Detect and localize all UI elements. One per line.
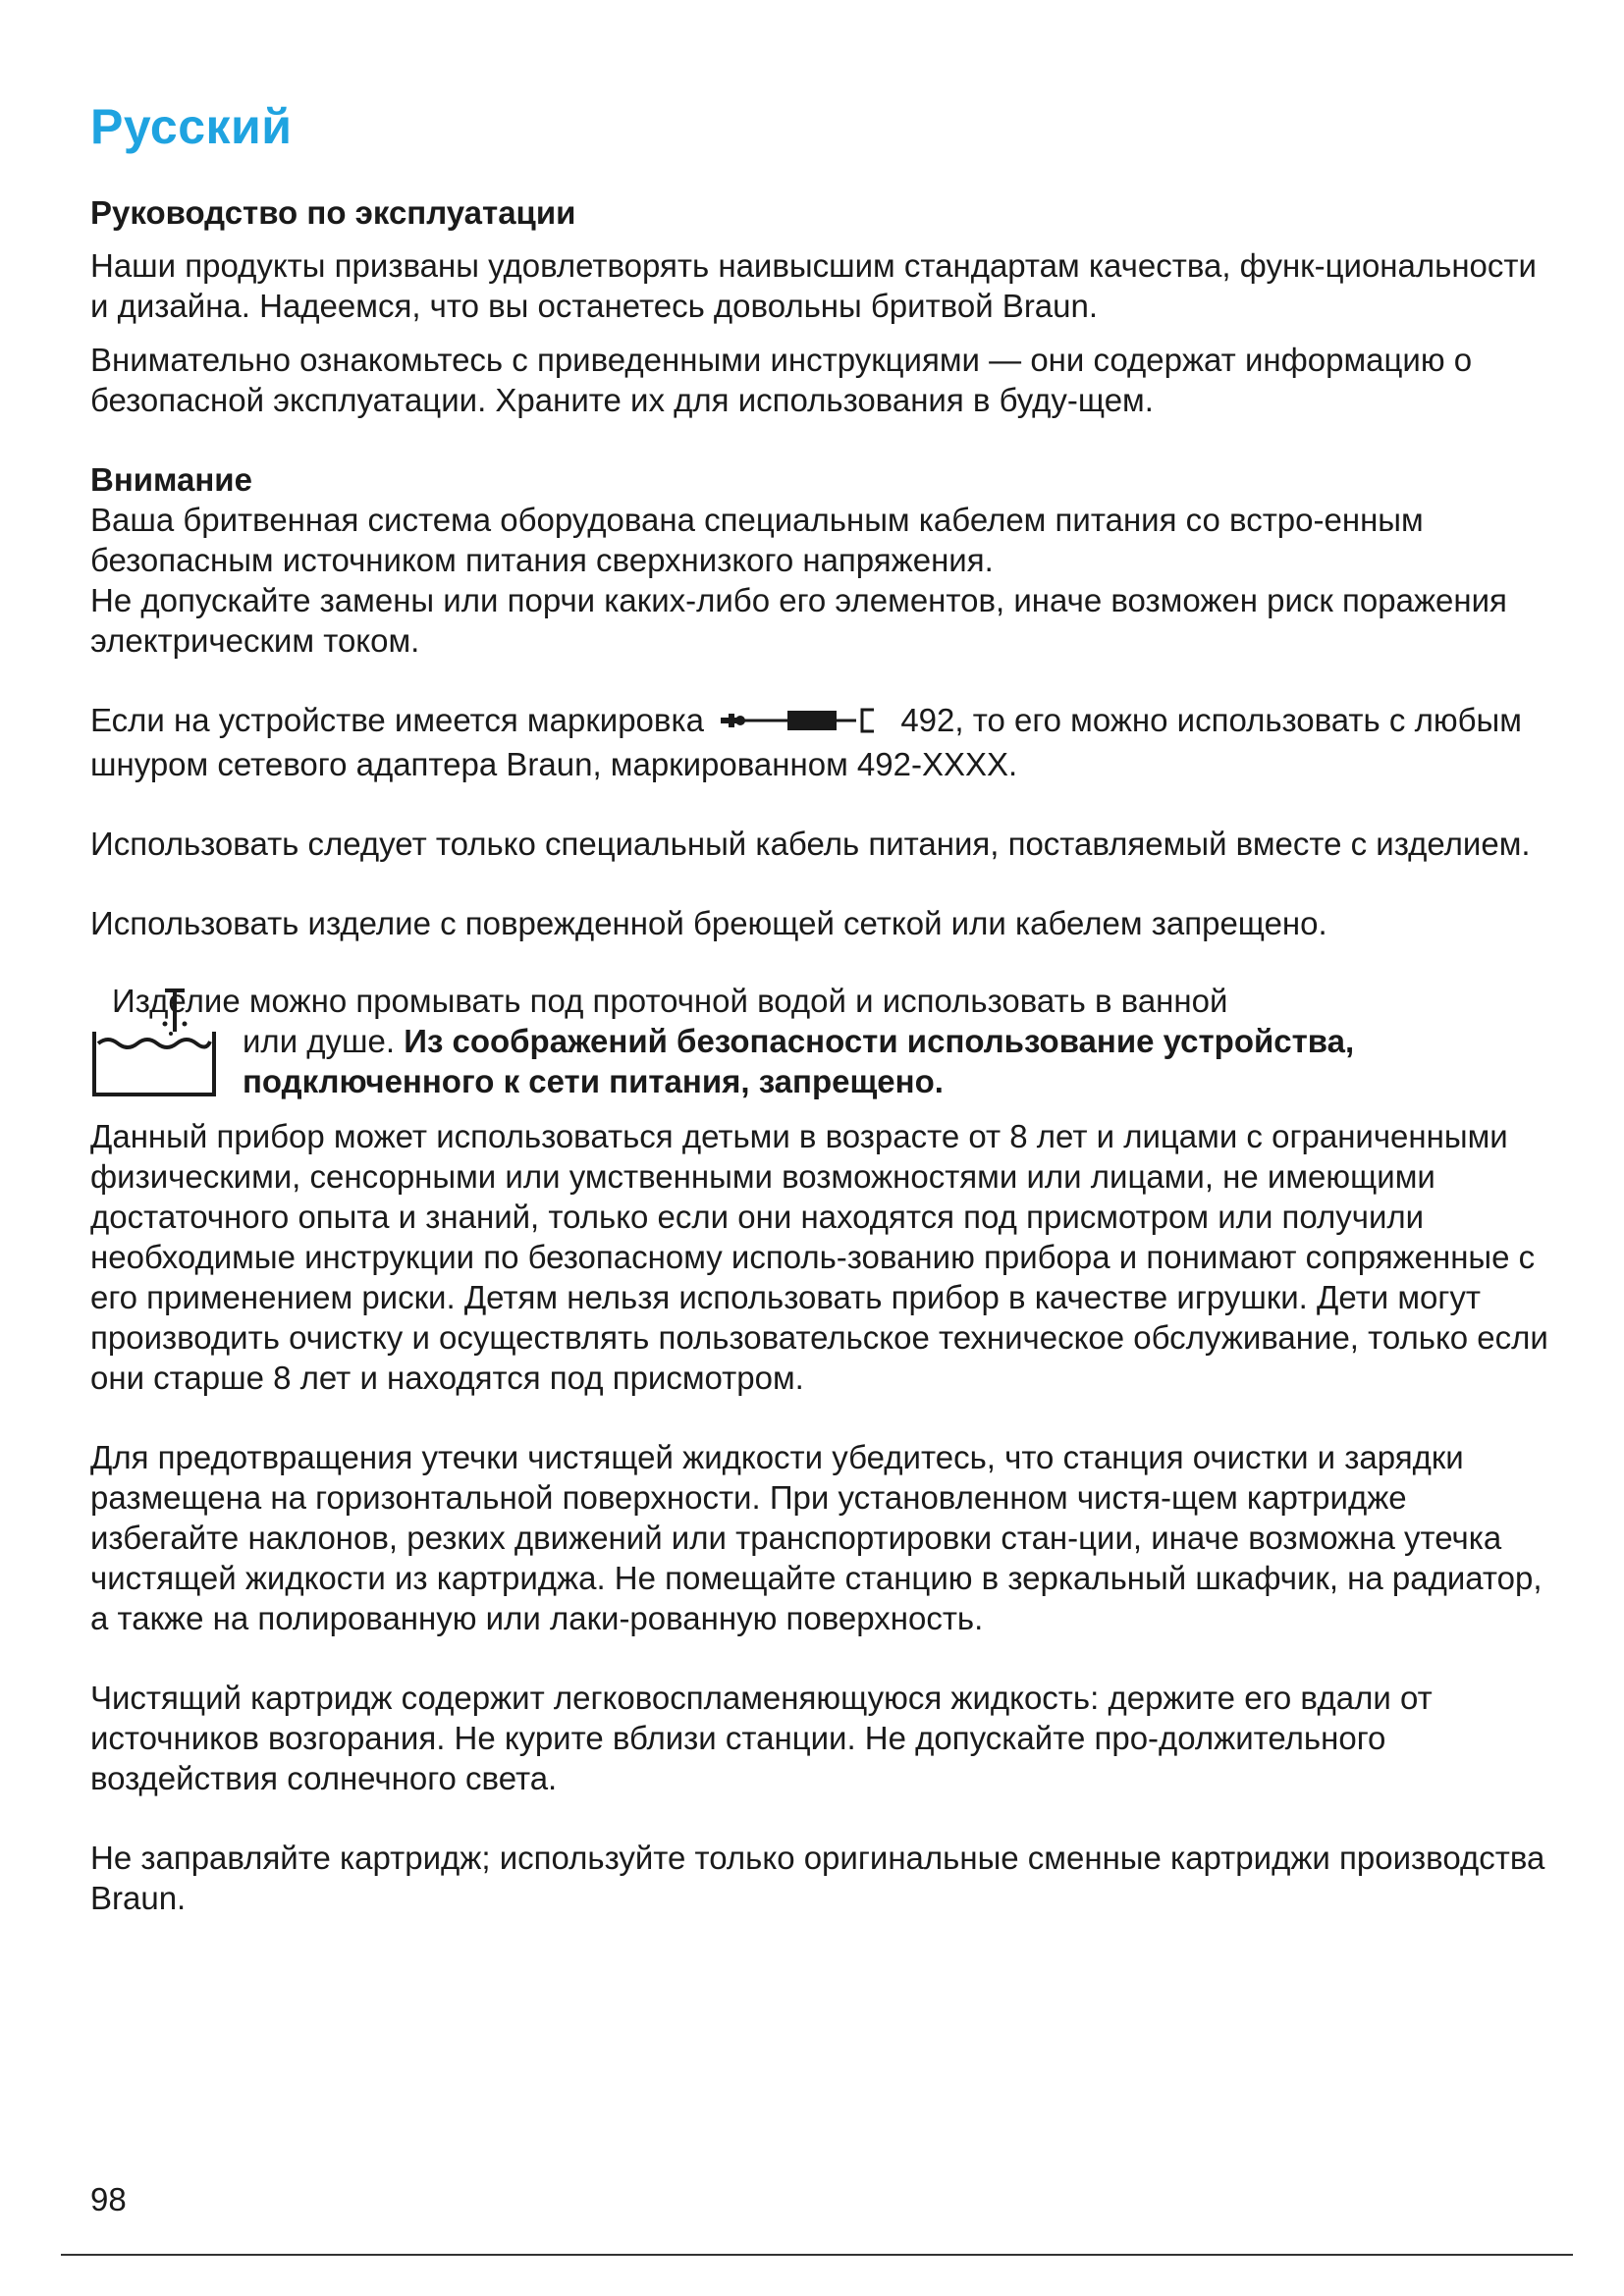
children-paragraph: Данный прибор может использоваться детьми в возрасте от 8 лет и лицами с ограниченными физическими, сенсорными или умственными возможностями или лицами, не имеющими достаточного опыта и знаний, только если они находятся под присмотром или получили необходимые инструкции по безопасному исполь-зованию прибора и понимают сопряженные с его применением риски. Детям нельзя использовать прибор в качестве игрушки. Дети могут производить очистку и осуществлять пользовательское техническое обслуживание, только если они старше 8 лет и находятся под присмотром. <box>90 1118 1548 1396</box>
damaged-paragraph: Использовать изделие с поврежденной бреющей сеткой или кабелем запрещено. <box>90 905 1327 941</box>
warning-paragraph-1b: Не допускайте замены или порчи каких-либо его элементов, иначе возможен риск поражения электрическим током. <box>90 582 1507 659</box>
bath-text-line-1: Изделие можно промывать под проточной водой и использовать в ванной <box>112 983 1228 1019</box>
marking-code: 492 <box>900 702 955 738</box>
language-title: Русский <box>90 99 293 154</box>
bath-text-rest <box>90 1021 1553 1101</box>
intro-paragraph-2: Внимательно ознакомьтесь с приведенными инструкциями — они содержат информацию о безопасной эксплуатации. Храните их для использования в буду-щем. <box>90 342 1473 418</box>
marking-text-before: Если на устройстве имеется маркировка <box>90 702 704 738</box>
marking-paragraph <box>90 700 1553 784</box>
warning-paragraph-1: Ваша бритвенная система оборудована специальным кабелем питания со встро-енным безопасным источником питания сверхнизкого напряжения. <box>90 502 1424 578</box>
page-number: 98 <box>90 2181 127 2217</box>
leak-paragraph: Для предотвращения утечки чистящей жидкости убедитесь, что станция очистки и зарядки размещена на горизонтальной поверхности. При установленном чистя-щем картридже избегайте наклонов, резких движений или транспортировки стан-ции, иначе возможна утечка чистящей жидкости из картриджа. Не помещайте станцию в зеркальный шкафчик, на радиатор, а также на полированную или лаки-рованную поверхность. <box>90 1439 1543 1636</box>
power-adapter-marking-icon <box>719 704 886 744</box>
refill-paragraph: Не заправляйте картридж; используйте только оригинальные сменные картриджи производства Braun. <box>90 1840 1545 1916</box>
bath-warning <box>90 981 1553 1102</box>
intro-paragraph-1: Наши продукты призваны удовлетворять наивысшим стандартам качества, функ-циональности и дизайна. Надеемся, что вы останетесь довольны бритвой Braun. <box>90 247 1537 324</box>
cable-only-paragraph: Использовать следует только специальный кабель питания, поставляемый вместе с изделием. <box>90 826 1531 862</box>
bath-water-icon <box>84 985 222 1107</box>
bath-bold-warning: Из соображений безопасности использование устройства, подключенного к сети питания, запрещено. <box>243 1023 1355 1099</box>
footer-divider <box>61 2254 1573 2256</box>
manual-page <box>90 98 1553 1918</box>
bath-text-2: или душе. <box>243 1023 396 1059</box>
manual-heading: Руководство по эксплуатации <box>90 194 576 231</box>
warning-heading: Внимание <box>90 461 252 498</box>
marking-text-after: , то его можно использовать с любым шнуром сетевого адаптера Braun, маркированном 492-XXXX. <box>90 702 1522 782</box>
flammable-paragraph: Чистящий картридж содержит легковоспламеняющуюся жидкость: держите его вдали от источников возгорания. Не курите вблизи станции. Не допускайте про-должительного воздействия солнечного света. <box>90 1680 1433 1796</box>
